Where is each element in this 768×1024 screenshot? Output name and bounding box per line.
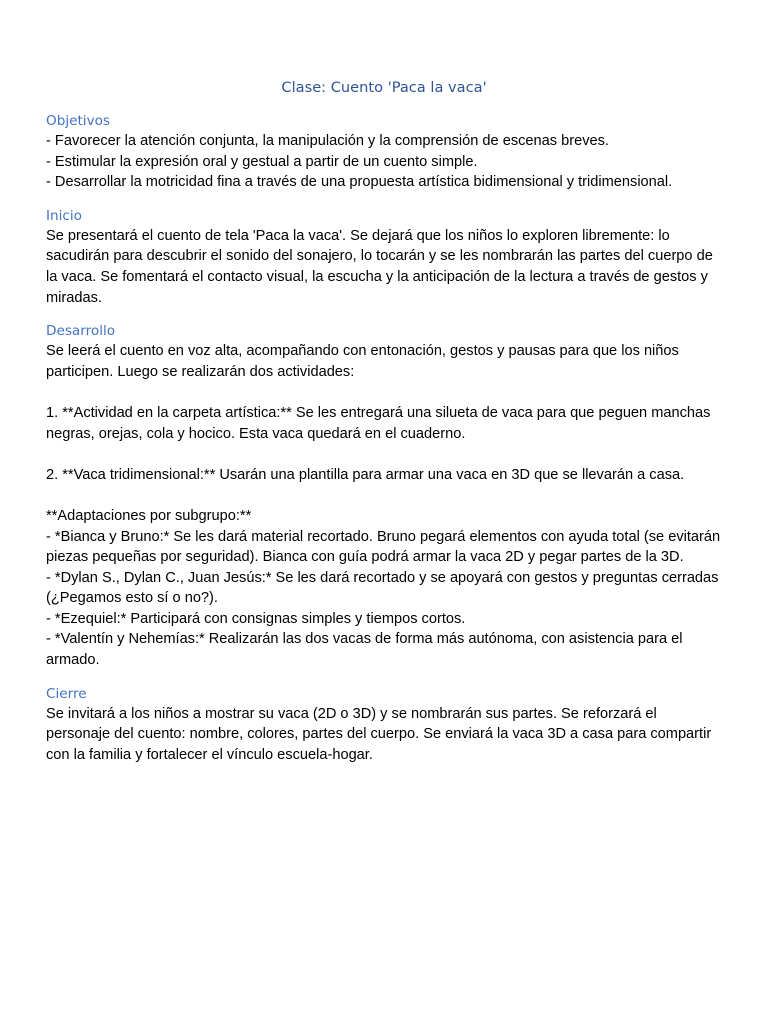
section-desarrollo <box>46 321 722 671</box>
objetivo-item: - Estimular la expresión oral y gestual a partir de un cuento simple. <box>46 153 478 170</box>
heading-cierre: Cierre <box>46 685 87 702</box>
adaptacion-item: - *Bianca y Bruno:* Se les dará material recortado. Bruno pegará elementos con ayuda total (se evitarán piezas pequeñas por seguridad). Bianca con guía podrá armar la vaca 2D y pegar partes de la 3D. <box>46 528 721 566</box>
heading-objetivos: Objetivos <box>46 113 111 129</box>
actividad-2: 2. **Vaca tridimensional:** Usarán una plantilla para armar una vaca en 3D que se llevarán a casa. <box>46 466 685 483</box>
heading-inicio: Inicio <box>46 207 82 224</box>
desarrollo-intro: Se leerá el cuento en voz alta, acompañando con entonación, gestos y pausas para que los niños participen. Luego se realizarán dos actividades: <box>46 343 679 380</box>
actividad-1: 1. **Actividad en la carpeta artística:** Se les entregará una silueta de vaca para que peguen manchas negras, orejas, cola y hocico. Esta vaca quedará en el cuaderno. <box>46 404 711 442</box>
document-title: Clase: Cuento 'Paca la vaca' <box>281 79 487 96</box>
objetivo-item: - Desarrollar la motricidad fina a través de una propuesta artística bidimensional y tridimensional. <box>46 174 673 191</box>
adaptacion-item: - *Ezequiel:* Participará con consignas simples y tiempos cortos. <box>46 610 466 627</box>
adaptacion-item: - *Dylan S., Dylan C., Juan Jesús:* Se les dará recortado y se apoyará con gestos y preguntas cerradas (¿Pegamos esto sí o no?). <box>46 569 719 607</box>
section-objetivos <box>46 111 722 193</box>
adaptacion-item: - *Valentín y Nehemías:* Realizarán las dos vacas de forma más autónoma, con asistencia para el armado. <box>46 631 683 669</box>
blank-line <box>46 382 722 403</box>
blank-line <box>46 444 722 465</box>
section-inicio <box>46 206 722 308</box>
objetivo-item: - Favorecer la atención conjunta, la manipulación y la comprensión de escenas breves. <box>46 133 609 149</box>
cierre-paragraph: Se invitará a los niños a mostrar su vaca (2D o 3D) y se nombrarán sus partes. Se reforzará el personaje del cuento: nombre, colores, partes del cuerpo. Se enviará la vaca 3D a casa para compartir con la familia y fortalecer el vínculo escuela-hogar. <box>46 705 712 763</box>
inicio-paragraph: Se presentará el cuento de tela 'Paca la vaca'. Se dejará que los niños lo exploren libremente: lo sacudirán para descubrir el sonido del sonajero, lo tocarán y se les nombrarán las partes del cuerpo de la vaca. Se fomentará el contacto visual, la escucha y la anticipación de la lectura a través de gestos y miradas. <box>46 227 713 306</box>
section-cierre <box>46 684 722 766</box>
heading-desarrollo: Desarrollo <box>46 323 116 340</box>
blank-line <box>46 485 722 506</box>
adaptaciones-label: **Adaptaciones por subgrupo:** <box>46 507 252 524</box>
